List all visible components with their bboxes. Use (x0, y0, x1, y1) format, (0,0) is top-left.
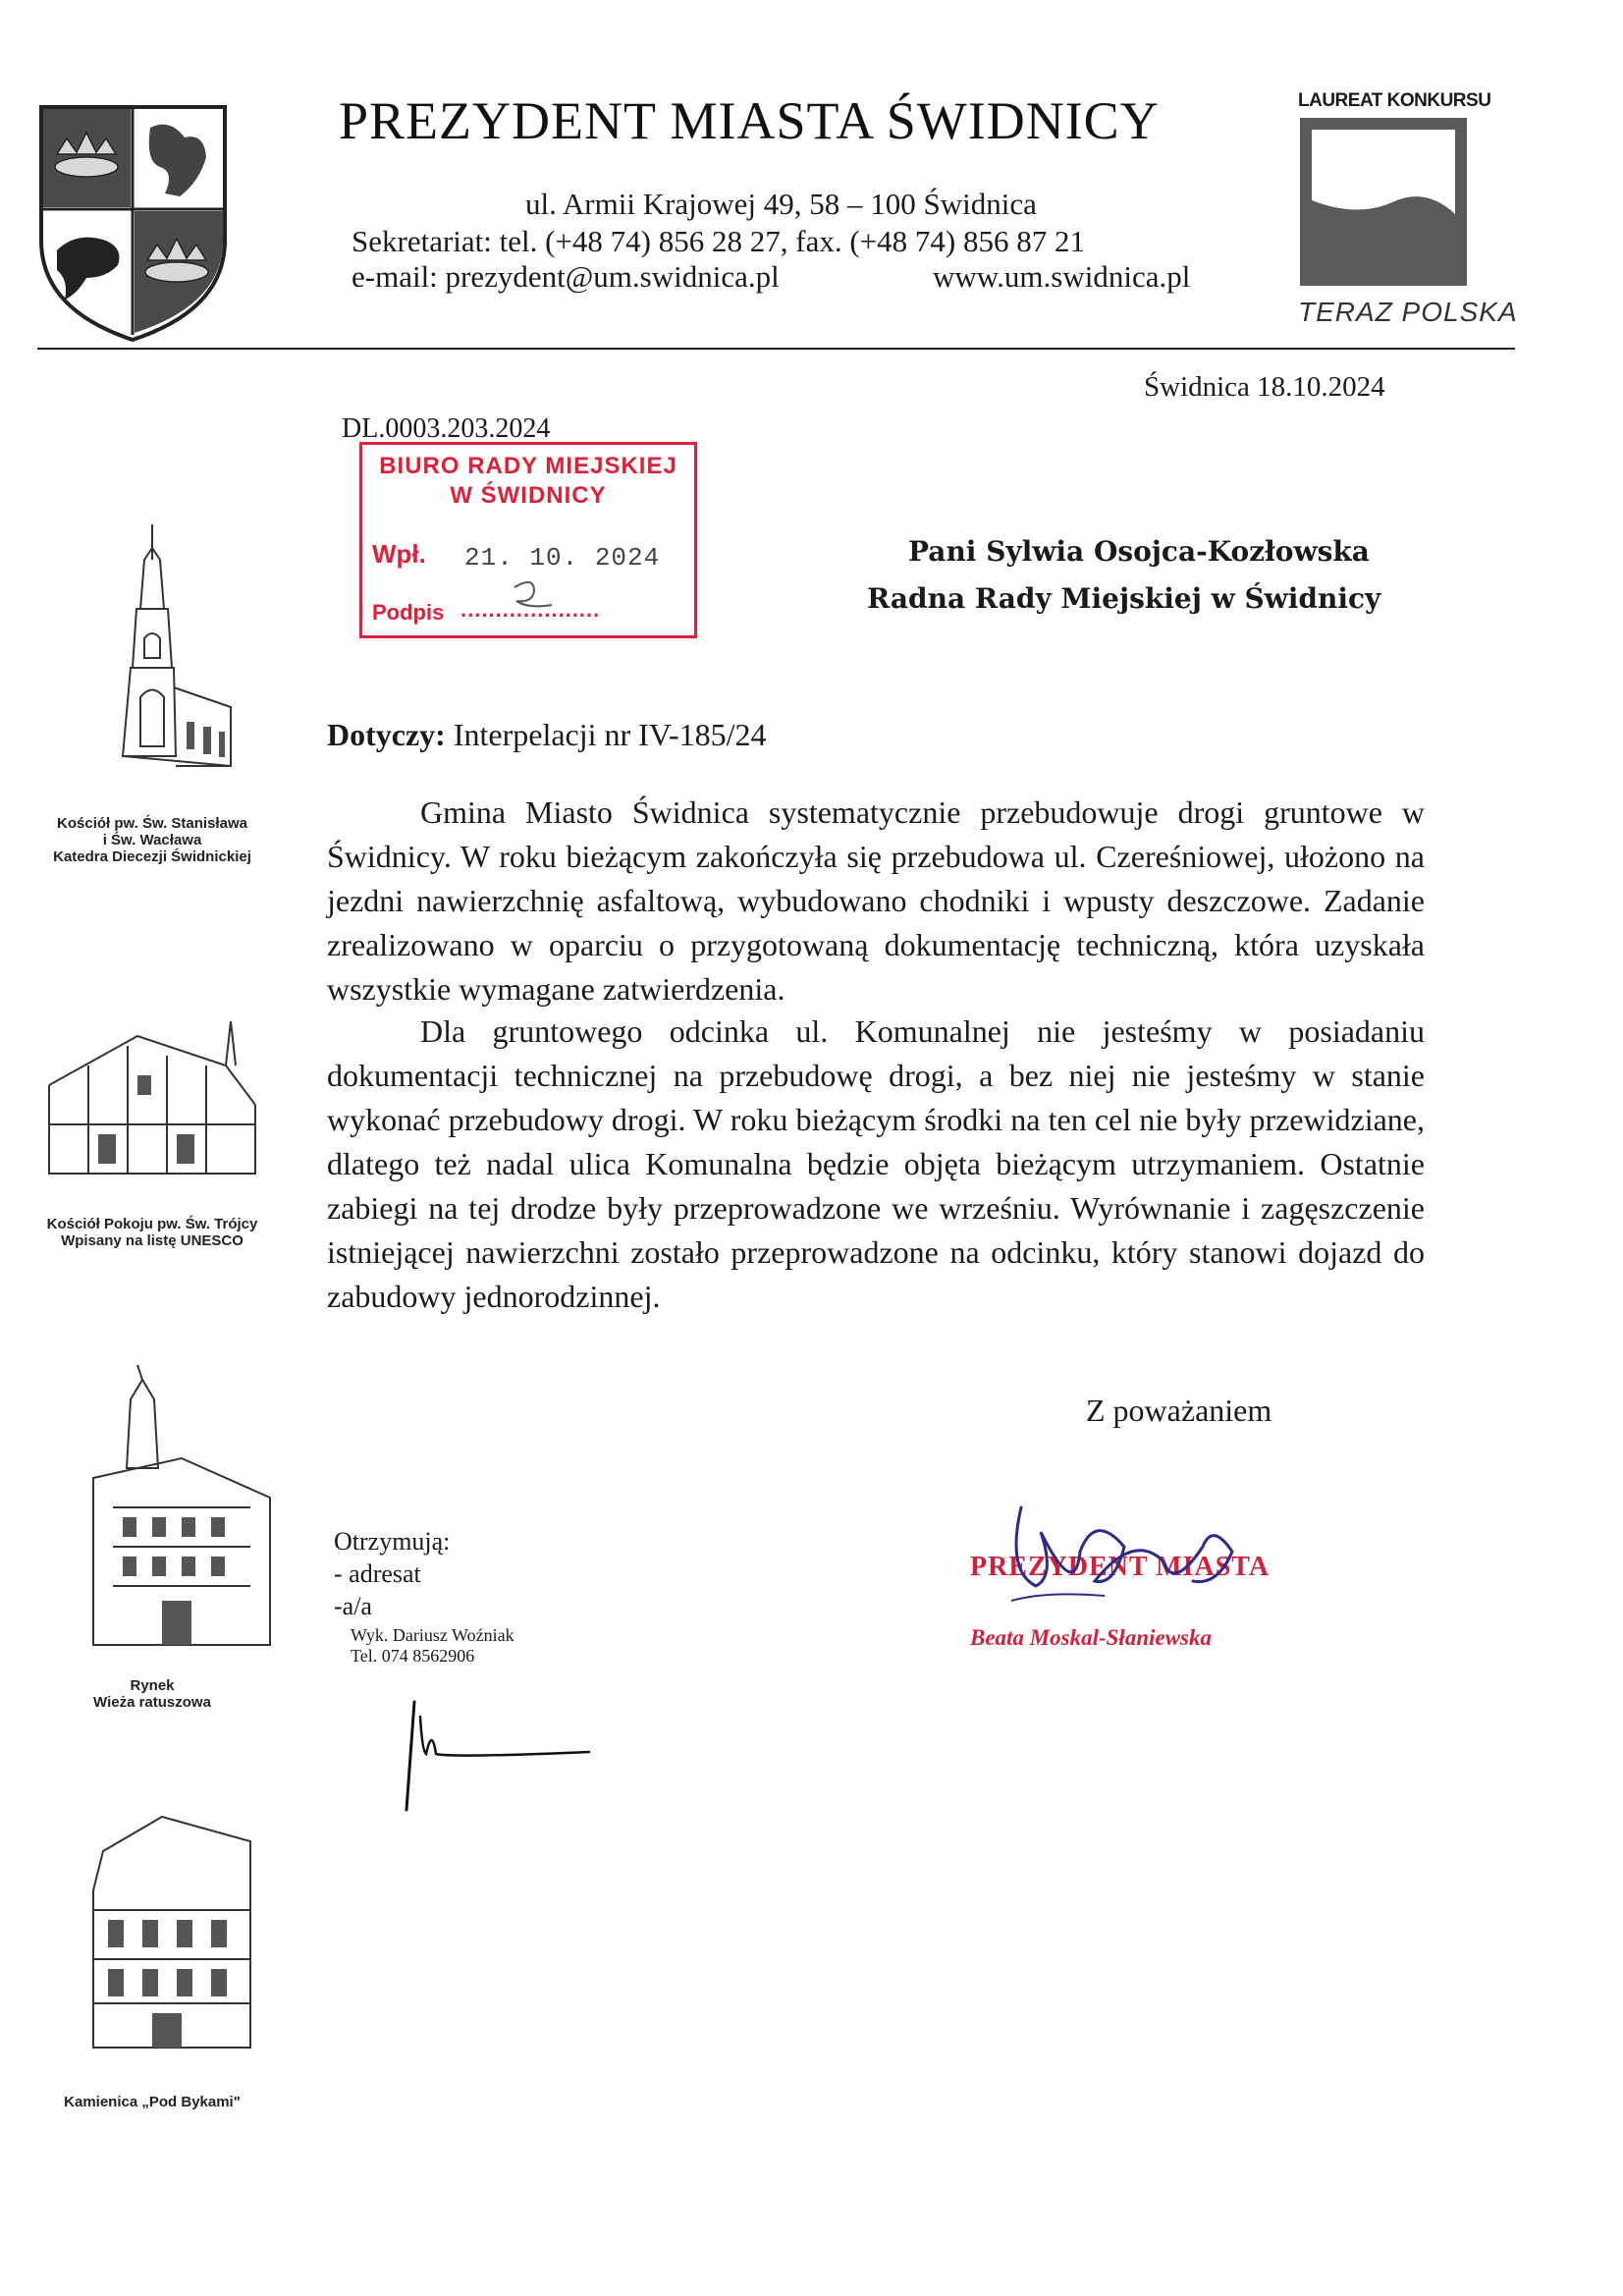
header-title: PREZYDENT MIASTA ŚWIDNICY (339, 91, 1160, 150)
recipient-role: Radna Rady Miejskiej w Świdnicy (867, 582, 1381, 615)
stamp-received-label: Wpł. (372, 539, 426, 569)
caption-line: Kościół Pokoju pw. Św. Trójcy (46, 1216, 258, 1232)
caption-church-of-peace (29, 1216, 275, 1249)
paragraph-text: Gmina Miasto Świdnica systematycznie przebudowuje drogi gruntowe w Świdnicy. W roku bieżącym zakończyła się przebudowa ul. Czereśniowej, ułożono na jezdni nawierzchnię asfaltową, wybudowano chodniki i wpusty deszczowe. Zadanie zrealizowano w oparciu o przygotowaną dokumentację techniczną, która uzyskała wszystkie wymagane zatwierdzenia. (327, 794, 1425, 1007)
stamp-line-1: BIURO RADY MIEJSKIEJ (379, 453, 677, 479)
recipient-list-item: -a/a (334, 1592, 372, 1620)
cathedral-illustration (93, 520, 245, 786)
town-hall-illustration (54, 1360, 275, 1655)
header-phone: Sekretariat: tel. (+48 74) 856 28 27, fax. (+48 74) 856 87 21 (352, 224, 1085, 258)
header-address: ul. Armii Krajowej 49, 58 – 100 Świdnica (525, 187, 1037, 221)
stamp-signature-dots: .................... (460, 597, 601, 622)
recipient-list-item: - adresat (334, 1559, 421, 1588)
handwritten-initials (393, 1697, 594, 1815)
header-email: e-mail: prezydent@um.swidnica.pl (352, 259, 780, 294)
caption-cathedral (29, 815, 275, 865)
letter-date: Świdnica 18.10.2024 (1144, 371, 1385, 403)
prepared-by-phone: Tel. 074 8562906 (351, 1646, 475, 1666)
caption-line: Kościół pw. Św. Stanisława (57, 815, 247, 832)
stamp-line-2: W ŚWIDNICY (450, 482, 607, 509)
body-paragraph-2 (327, 1010, 1425, 1319)
caption-line: i Św. Wacława (102, 832, 202, 848)
caption-line: Wieża ratuszowa (93, 1694, 211, 1711)
stamp-received-date: 21. 10. 2024 (464, 543, 661, 573)
document-reference: DL.0003.203.2024 (342, 413, 551, 444)
caption-line: Katedra Diecezji Świdnickiej (53, 848, 251, 865)
caption-tenement (29, 2094, 275, 2110)
closing-salutation: Z poważaniem (1086, 1393, 1272, 1428)
body-paragraph-1 (327, 791, 1425, 1011)
header-website: www.um.swidnica.pl (933, 259, 1191, 294)
caption-line: Wpisany na listę UNESCO (61, 1232, 243, 1249)
award-subtitle: TERAZ POLSKA (1298, 297, 1518, 327)
subject-text: Interpelacji nr IV-185/24 (453, 717, 767, 752)
award-label: LAUREAT KONKURSU (1298, 90, 1491, 111)
signature-stamp-name: Beata Moskal-Słaniewska (970, 1625, 1213, 1650)
church-of-peace-illustration (29, 1007, 275, 1183)
prepared-by: Wyk. Dariusz Woźniak (351, 1625, 514, 1645)
city-crest-logo (37, 103, 229, 344)
signature-stamp-title: PREZYDENT MIASTA (970, 1552, 1271, 1582)
tenement-illustration (54, 1812, 275, 2052)
handwritten-signature (967, 1493, 1271, 1620)
received-stamp (359, 442, 697, 638)
caption-line: Kamienica „Pod Bykami" (64, 2094, 241, 2110)
subject-label: Dotyczy: (327, 717, 446, 752)
stamp-initial-scribble (495, 577, 564, 617)
paragraph-text: Dla gruntowego odcinka ul. Komunalnej nie jesteśmy w posiadaniu dokumentacji technicznej na przebudowę drogi, a bez niej nie jesteśmy w stanie wykonać przebudowy drogi. W roku bieżącym środki na ten cel nie były przewidziane, dlatego też nadal ulica Komunalna będzie objęta bieżącym utrzymaniem. Ostatnie zabiegi na tej drodze były przeprowadzone we wrześniu. Wyrównanie i zagęszczenie istniejącej nawierzchni zostało przeprowadzone na odcinku, który stanowi dojazd do zabudowy jednorodzinnej. (327, 1013, 1425, 1314)
header-divider (37, 348, 1515, 350)
recipients-label: Otrzymują: (334, 1527, 451, 1556)
stamp-signature-label: Podpis (372, 600, 445, 625)
caption-line: Rynek (130, 1677, 175, 1694)
caption-town-hall (29, 1677, 275, 1711)
subject-line (327, 717, 767, 753)
recipient-name: Pani Sylwia Osojca-Kozłowska (908, 535, 1370, 568)
teraz-polska-logo (1298, 116, 1469, 288)
